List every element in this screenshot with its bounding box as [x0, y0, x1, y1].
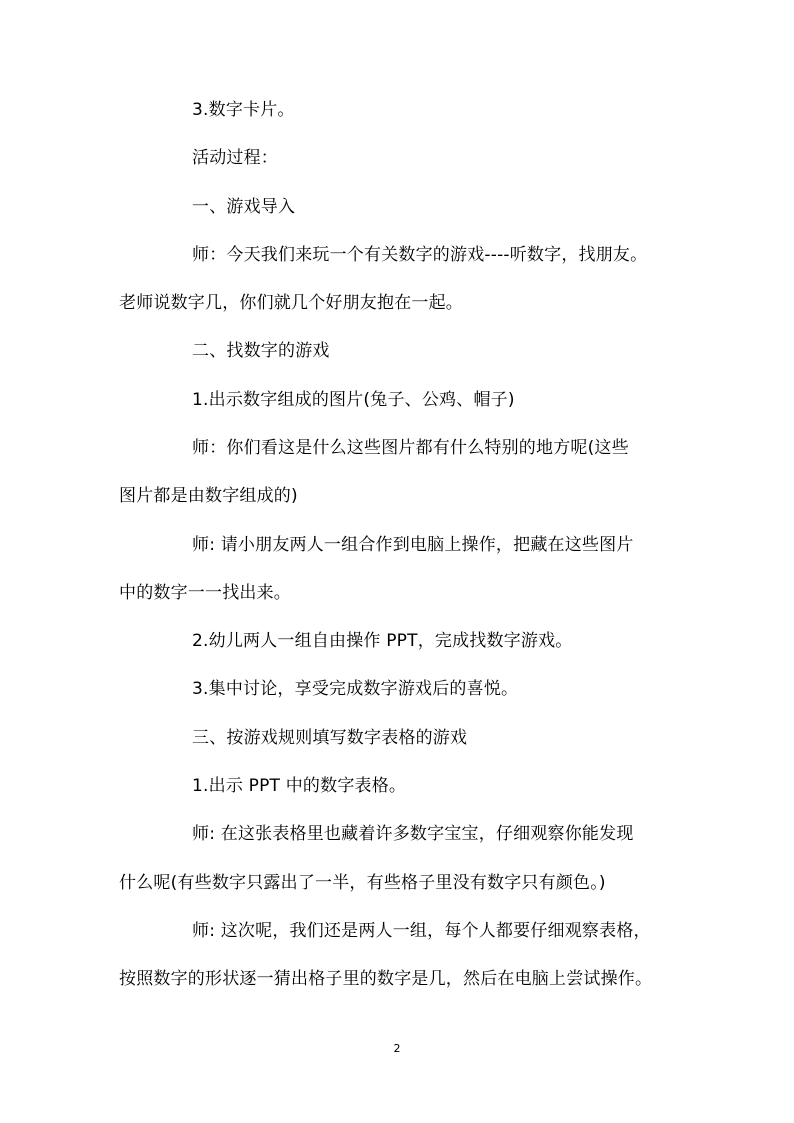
section-1-heading: 一、游戏导入 — [192, 197, 296, 217]
paragraph-line: 按照数字的形状逐一猜出格子里的数字是几，然后在电脑上尝试操作。 — [119, 969, 653, 989]
activity-process-heading: 活动过程： — [192, 148, 278, 168]
materials-item-3: 3.数字卡片。 — [192, 100, 295, 120]
paragraph-line: 什么呢(有些数字只露出了一半，有些格子里没有数字只有颜色。) — [119, 873, 606, 893]
step-3-line: 3.集中讨论，享受完成数字游戏后的喜悦。 — [192, 679, 519, 699]
paragraph-line: 图片都是由数字组成的) — [119, 486, 298, 506]
paragraph-line: 师: 请小朋友两人一组合作到电脑上操作，把藏在这些图片 — [192, 535, 634, 555]
paragraph-line: 师: 在这张表格里也藏着许多数字宝宝，仔细观察你能发现 — [192, 824, 634, 844]
section-2-heading: 二、找数字的游戏 — [192, 341, 330, 361]
page-number: 2 — [393, 1042, 401, 1055]
step-1-line: 1.出示数字组成的图片(兔子、公鸡、帽子) — [192, 390, 515, 410]
paragraph-line: 师: 这次呢，我们还是两人一组，每个人都要仔细观察表格， — [192, 921, 651, 941]
paragraph-line: 中的数字一一找出来。 — [119, 583, 291, 603]
step-1-line: 1.出示 PPT 中的数字表格。 — [192, 776, 407, 796]
step-2-line: 2.幼儿两人一组自由操作 PPT，完成找数字游戏。 — [192, 631, 573, 651]
paragraph-line: 师：你们看这是什么这些图片都有什么特别的地方呢(这些 — [192, 438, 629, 458]
paragraph-line: 老师说数字几，你们就几个好朋友抱在一起。 — [119, 293, 463, 313]
section-3-heading: 三、按游戏规则填写数字表格的游戏 — [192, 728, 468, 748]
paragraph-line: 师：今天我们来玩一个有关数字的游戏----听数字，找朋友。 — [192, 245, 648, 265]
